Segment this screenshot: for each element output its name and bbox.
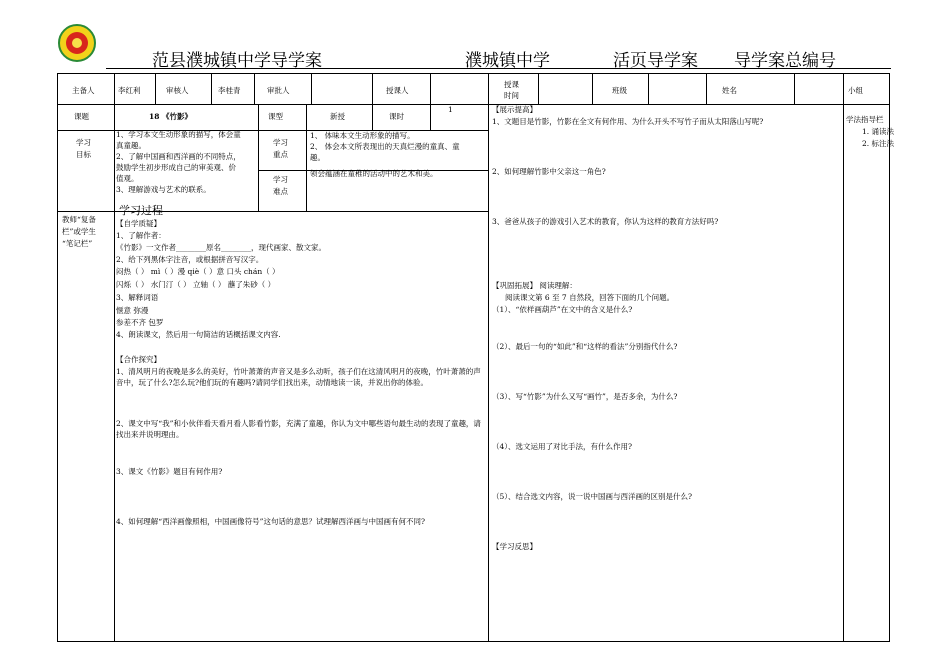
header-underline bbox=[106, 68, 891, 69]
show-title: 【展示提高】 bbox=[492, 105, 537, 114]
difficulty-line: 领会蕴涵在童稚的活动中的艺术和美。 bbox=[310, 169, 438, 178]
school-logo bbox=[58, 24, 96, 62]
guide-item: 2. 标注法 bbox=[862, 139, 895, 148]
topic-value: 18 《竹影》 bbox=[149, 112, 193, 121]
cooperation-question-2: 2、课文中写“我”和小伙伴看天看月看人影看竹影，充满了童趣，你认为文中哪些语句最生动的表现了童趣，请找出来并说明理由。 bbox=[116, 419, 481, 439]
extension-title: 【巩固拓展】 阅读理解： bbox=[492, 281, 577, 290]
notes-col-line: “笔记栏” bbox=[62, 239, 93, 248]
guide-item: 1. 诵读法 bbox=[862, 127, 895, 136]
class-label: 班级 bbox=[612, 86, 627, 95]
header-title: 范县濮城镇中学导学案 bbox=[152, 51, 322, 71]
extension-question-4: （4）、选文运用了对比手法，有什么作用? bbox=[492, 442, 633, 451]
key-line: 2、 体会本文所表现出的天真烂漫的童真、童 bbox=[310, 142, 460, 151]
key-line: 趣。 bbox=[310, 153, 325, 162]
topic-label: 课题 bbox=[74, 112, 89, 121]
header-serial: 导学案总编号 bbox=[734, 51, 836, 71]
show-question-2: 2、如何理解竹影中父亲这一角色? bbox=[492, 167, 606, 176]
time-label-1: 授课 bbox=[504, 80, 519, 89]
cooperation-question-4: 4、如何理解“西洋画像照相，中国画像符号”这句话的意思？试理解西洋画与中国画有何不同? bbox=[116, 517, 425, 526]
self-study-line: 3、解释词语 bbox=[116, 293, 159, 302]
process-title: 学习过程 bbox=[119, 204, 163, 217]
self-study-line: 2、给下列黑体字注音，或根据拼音写汉字。 bbox=[116, 255, 264, 264]
time-label-2: 时间 bbox=[504, 91, 519, 100]
approver-label: 审批人 bbox=[267, 86, 290, 95]
goals-label-2: 目标 bbox=[76, 150, 91, 159]
goal-line: 3、理解游戏与艺术的联系。 bbox=[116, 185, 211, 194]
self-study-title: 【自学质疑】 bbox=[116, 219, 161, 228]
goal-line: 1、学习本文生动形象的描写，体会童 bbox=[116, 130, 241, 139]
header-school: 濮城镇中学 bbox=[465, 51, 550, 71]
teacher-label: 授课人 bbox=[386, 86, 409, 95]
self-study-line: 惬意 弥漫 bbox=[116, 306, 149, 315]
goal-line: 真童趣。 bbox=[116, 141, 146, 150]
hours-value: 1 bbox=[448, 105, 453, 114]
self-study-line: 《竹影》一文作者________原名________，现代画家、散文家。 bbox=[116, 243, 326, 252]
name-label: 姓名 bbox=[722, 86, 737, 95]
reviewer-value: 李桂青 bbox=[218, 86, 241, 95]
reviewer-label: 审核人 bbox=[166, 86, 189, 95]
goal-line: 值观。 bbox=[116, 174, 139, 183]
extension-question-2: （2）、最后一句的“如此”和“这样的看法”分别指代什么? bbox=[492, 342, 678, 351]
cooperation-question-3: 3、课文《竹影》题目有何作用? bbox=[116, 467, 223, 476]
self-study-line: 闪烁（ ） 水门汀（ ） 立轴（ ） 蘸了朱砂（ ） bbox=[116, 280, 276, 289]
group-label: 小组 bbox=[848, 86, 863, 95]
show-question-3: 3、爸爸从孩子的游戏引入艺术的教育，你认为这样的教育方法好吗? bbox=[492, 217, 719, 226]
cooperation-question-1: 1、清风明月的夜晚是多么的美好，竹叶萧萧的声音又是多么动听，孩子们在这清风明月的夜晚，竹叶萧萧的声音中，玩了什么?怎么玩?他们玩的有趣吗?请同学们找出来，动情地读一读，并说出你的体验。 bbox=[116, 367, 481, 387]
self-study-line: 1、了解作者： bbox=[116, 231, 166, 240]
extension-question-5: （5）、结合选文内容，说一说中国画与西洋画的区别是什么? bbox=[492, 492, 693, 501]
key-label-2: 重点 bbox=[273, 150, 288, 159]
cooperation-title: 【合作探究】 bbox=[116, 355, 161, 364]
self-study-line: 闷热（ ） mì（ ）漫 qiè（ ）意 口头 chán（ ） bbox=[116, 267, 280, 276]
notes-col-line: 栏”或学生 bbox=[62, 227, 96, 236]
key-label-1: 学习 bbox=[273, 138, 288, 147]
show-question-1: 1、文题目是竹影，竹影在全文有何作用、为什么开头不写竹子而从太阳落山写呢? bbox=[492, 117, 764, 126]
goals-label-1: 学习 bbox=[76, 138, 91, 147]
guide-title: 学法指导栏 bbox=[846, 115, 884, 124]
key-line: 1、 体味本文生动形象的描写。 bbox=[310, 131, 415, 140]
self-study-line: 4、朗读课文，然后用一句简洁的话概括课文内容. bbox=[116, 330, 281, 339]
notes-col-line: 教师“复备 bbox=[62, 215, 96, 224]
preparer-label: 主备人 bbox=[72, 86, 95, 95]
preparer-value: 李红利 bbox=[118, 86, 141, 95]
difficulty-label-1: 学习 bbox=[273, 175, 288, 184]
extension-intro: 阅读课文第 6 至 7 自然段，回答下面的几个问题。 bbox=[505, 293, 675, 302]
lesson-type-value: 新授 bbox=[330, 112, 345, 121]
extension-question-3: （3）、写“竹影”为什么又写“画竹”，是否多余，为什么? bbox=[492, 392, 678, 401]
hours-label: 课时 bbox=[389, 112, 404, 121]
difficulty-label-2: 难点 bbox=[273, 187, 288, 196]
header-type: 活页导学案 bbox=[613, 51, 698, 71]
self-study-line: 参差不齐 包罗 bbox=[116, 318, 164, 327]
extension-question-1: （1）、“依样画葫芦”在文中的含义是什么? bbox=[492, 305, 633, 314]
goal-line: 鼓励学生初步形成自己的审美观、价 bbox=[116, 163, 236, 172]
goal-line: 2、了解中国画和西洋画的不同特点， bbox=[116, 152, 241, 161]
lesson-type-label: 课型 bbox=[268, 112, 283, 121]
reflection-title: 【学习反思】 bbox=[492, 542, 537, 551]
